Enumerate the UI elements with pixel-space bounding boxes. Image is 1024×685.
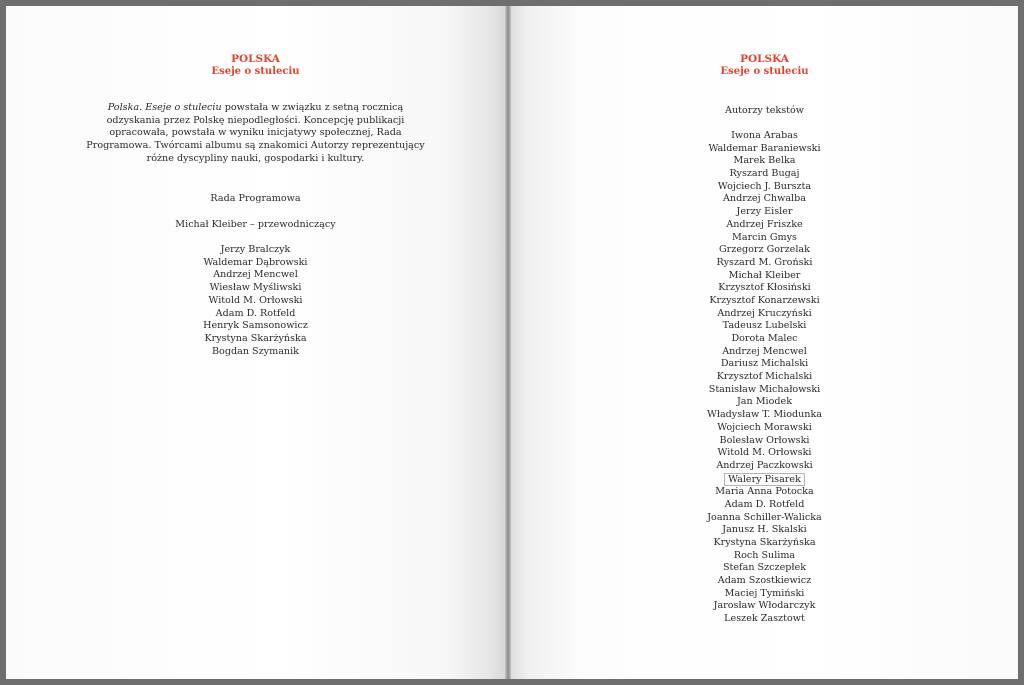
author-text: Maria Anna Potocka: [715, 486, 814, 498]
author: [551, 550, 978, 563]
author-text: Ryszard Bugaj: [729, 168, 800, 180]
author: [551, 499, 978, 512]
council-member: [84, 257, 427, 270]
author: [551, 486, 978, 499]
authors: [511, 130, 1018, 626]
author-text: Władysław T. Miodunka: [706, 409, 823, 421]
council-members-list: [84, 244, 427, 358]
council-chair: Michał Kleiber – przewodniczący: [175, 219, 336, 230]
council-heading-block: [6, 193, 505, 206]
left-header-title: POLSKA: [231, 53, 280, 65]
author: [551, 396, 978, 409]
right-page: [511, 6, 1018, 679]
authors-list: [551, 130, 978, 626]
author-text: Waldemar Baraniewski: [708, 142, 821, 154]
council-member-text: Adam D. Rotfeld: [215, 307, 296, 319]
author: [551, 193, 978, 206]
author-text: Andrzej Chwalba: [723, 193, 806, 205]
council-members: [6, 244, 505, 358]
council-member-text: Wiesław Myśliwski: [209, 282, 302, 294]
authors-heading-block: [511, 105, 1018, 118]
council-member-text: Witold M. Orłowski: [208, 294, 303, 306]
author: [551, 155, 978, 168]
author: [551, 257, 978, 270]
author-text: Michał Kleiber: [728, 269, 801, 281]
council-member-text: Jerzy Bralczyk: [220, 244, 291, 255]
author: [551, 168, 978, 181]
author-text: Roch Sulima: [733, 549, 796, 561]
right-header-subtitle: Eseje o stuleciu: [720, 66, 809, 77]
author-text: Janusz H. Skalski: [722, 524, 807, 536]
author-text: Andrzej Kruczyński: [717, 307, 812, 319]
council-member-text: Henryk Samsonowicz: [203, 320, 308, 332]
author: [551, 600, 978, 613]
author: [551, 308, 978, 321]
author-text: Jarosław Włodarczyk: [713, 600, 816, 612]
author-text: Tadeusz Lubelski: [722, 320, 807, 332]
author-text: Krzysztof Konarzewski: [709, 294, 820, 306]
author: [551, 320, 978, 333]
author-text: Adam D. Rotfeld: [724, 498, 805, 510]
author: [551, 409, 978, 422]
council-member: [84, 244, 427, 257]
author-text: Ryszard M. Groński: [716, 256, 813, 268]
author: [551, 371, 978, 384]
council-member-text: Bogdan Szymanik: [212, 345, 299, 357]
author: [551, 537, 978, 550]
author-text: Marek Belka: [733, 155, 796, 167]
council-member: [84, 346, 427, 359]
author: [551, 244, 978, 257]
author-text: Grzegorz Gorzelak: [719, 244, 810, 256]
author-text: Andrzej Mencwel: [722, 345, 807, 357]
council-member: [84, 269, 427, 282]
author: [551, 130, 978, 143]
council-heading: Rada Programowa: [210, 193, 301, 204]
council-member-text: Andrzej Mencwel: [213, 269, 298, 281]
left-page-header: [6, 53, 505, 78]
author: [551, 232, 978, 245]
council-member: [84, 308, 427, 321]
left-page: [6, 6, 505, 679]
author-text: Bolesław Orłowski: [719, 434, 810, 446]
intro-italic-lead: Polska. Eseje o stuleciu: [107, 102, 222, 113]
author: [551, 282, 978, 295]
author-text: Wojciech J. Burszta: [717, 180, 812, 192]
author: [551, 460, 978, 473]
author: [551, 346, 978, 359]
author: [551, 333, 978, 346]
intro-text: powstała w związku z setną rocznicą odzyskania przez Polskę niepodległości. Koncepcję publikacji opracowała, powstała w wyniku inicjatywy społecznej, Rada Programowa. Twórcami albumu są znakomici Autorzy reprezentujący różne dyscypliny nauki, gospodarki i kultury.: [86, 102, 425, 164]
author: [551, 473, 978, 487]
author-text: Andrzej Friszke: [726, 218, 803, 230]
author: [551, 295, 978, 308]
author-text: Adam Szostkiewicz: [717, 575, 812, 587]
chair-block: [6, 219, 505, 232]
author: [551, 588, 978, 601]
author: [551, 219, 978, 232]
council-member: [84, 333, 427, 346]
author-text: Dorota Malec: [731, 333, 798, 344]
right-page-header: [511, 53, 1018, 78]
author-text: Andrzej Paczkowski: [716, 459, 813, 471]
author: [551, 181, 978, 194]
author-text: Stefan Szczepłek: [722, 562, 807, 574]
council-member: [84, 295, 427, 308]
intro-paragraph: [6, 102, 505, 166]
author: [551, 613, 978, 626]
author: [551, 575, 978, 588]
author-text: Krzysztof Michalski: [716, 371, 813, 383]
author-text: Jan Miodek: [736, 396, 793, 408]
left-header-subtitle: Eseje o stuleciu: [211, 66, 300, 77]
author-text: Iwona Arabas: [731, 130, 798, 141]
council-member: [84, 320, 427, 333]
author: [551, 524, 978, 537]
author: [551, 358, 978, 371]
author-text: Witold M. Orłowski: [717, 447, 812, 459]
author: [551, 384, 978, 397]
author: [551, 512, 978, 525]
author-text: Leszek Zasztowt: [724, 613, 805, 625]
council-member-text: Krystyna Skarżyńska: [204, 332, 307, 344]
highlighted-author: Walery Pisarek: [724, 473, 805, 486]
author-text: Dariusz Michalski: [720, 358, 809, 370]
author: [551, 447, 978, 460]
author-text: Jerzy Eisler: [736, 206, 793, 218]
council-member: [84, 282, 427, 295]
author-text: Krzysztof Kłosiński: [718, 282, 811, 294]
author-text: Marcin Gmys: [732, 231, 797, 243]
author: [551, 143, 978, 156]
author: [551, 562, 978, 575]
author: [551, 422, 978, 435]
author: [551, 435, 978, 448]
author-text: Stanisław Michałowski: [708, 383, 821, 395]
author-text: Wojciech Morawski: [717, 421, 812, 433]
council-member-text: Waldemar Dąbrowski: [203, 256, 308, 268]
author-text: Krystyna Skarżyńska: [713, 537, 816, 548]
author-text: Joanna Schiller-Walicka: [707, 511, 822, 523]
right-header-title: POLSKA: [740, 53, 789, 65]
author: [551, 206, 978, 219]
author-text: Maciej Tymiński: [724, 587, 805, 599]
authors-heading: Autorzy tekstów: [725, 105, 804, 116]
author: [551, 270, 978, 283]
